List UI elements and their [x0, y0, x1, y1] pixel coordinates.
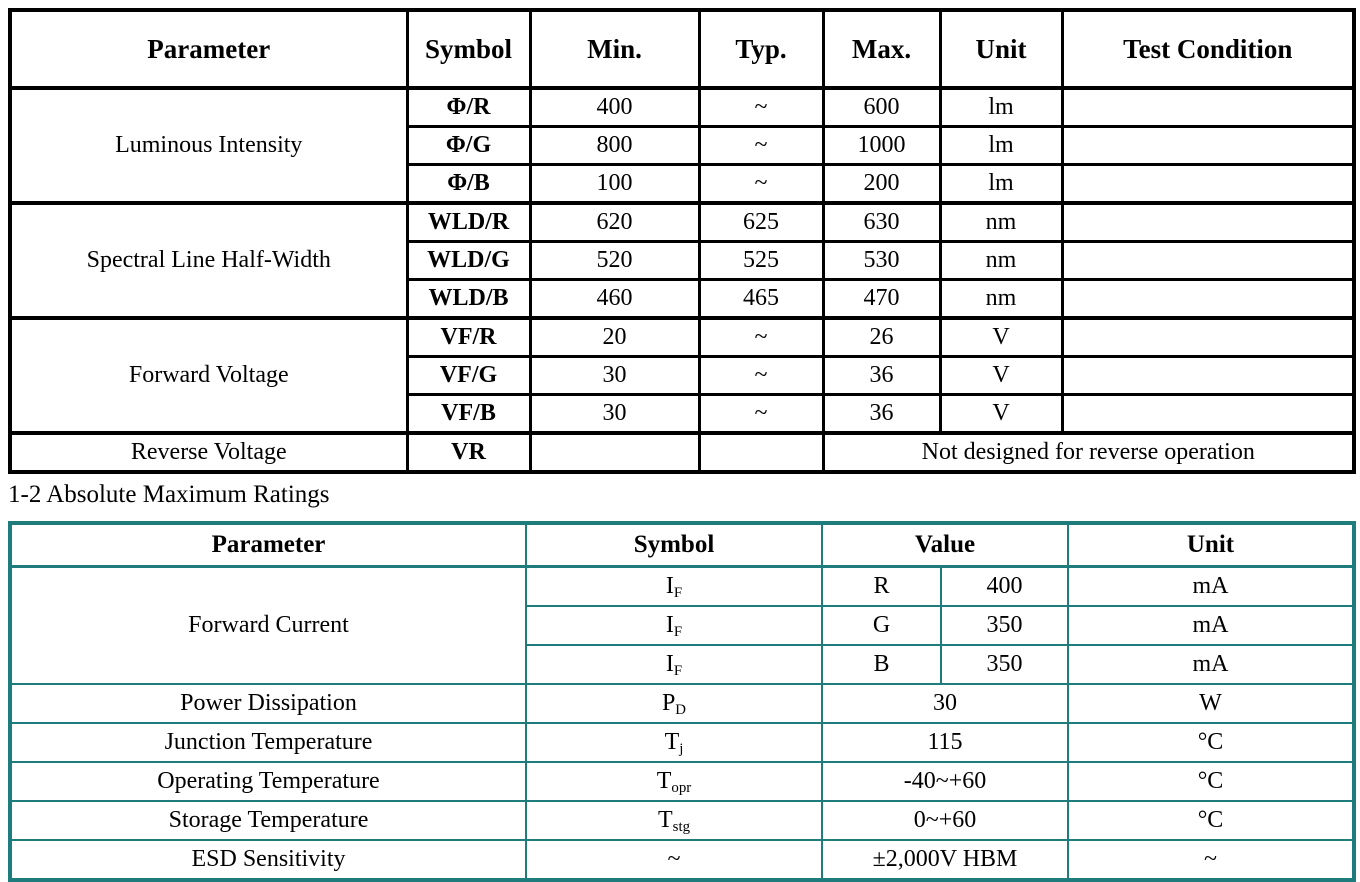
table-row	[10, 433, 1354, 472]
table-row	[10, 318, 1354, 357]
unit-cell: mA	[1068, 566, 1354, 606]
unit-cell: nm	[940, 280, 1062, 319]
unit-cell: °C	[1068, 762, 1354, 801]
typ-cell: 625	[699, 203, 823, 242]
unit-cell: mA	[1068, 645, 1354, 684]
table-row	[10, 203, 1354, 242]
value-cell: 350	[941, 645, 1068, 684]
col-header-parameter: Parameter	[10, 10, 407, 88]
test-condition-cell	[1062, 127, 1354, 165]
absolute-maximum-ratings-table	[8, 521, 1356, 882]
col-header-parameter: Parameter	[10, 523, 526, 567]
typ-cell: ~	[699, 318, 823, 357]
unit-cell: lm	[940, 88, 1062, 127]
channel-cell: G	[822, 606, 941, 645]
table-row	[10, 566, 1354, 606]
table-row	[10, 88, 1354, 127]
parameter-cell: ESD Sensitivity	[10, 840, 526, 880]
max-cell: 600	[823, 88, 940, 127]
unit-cell: V	[940, 357, 1062, 395]
col-header-symbol: Symbol	[407, 10, 530, 88]
max-cell: 470	[823, 280, 940, 319]
value-cell: 350	[941, 606, 1068, 645]
max-cell: 36	[823, 357, 940, 395]
symbol-cell: VF/B	[407, 395, 530, 434]
symbol-cell: WLD/R	[407, 203, 530, 242]
channel-cell: B	[822, 645, 941, 684]
col-header-test-condition: Test Condition	[1062, 10, 1354, 88]
symbol-cell: WLD/G	[407, 242, 530, 280]
symbol-subscript: F	[673, 623, 683, 640]
max-cell: 1000	[823, 127, 940, 165]
col-header-typ: Typ.	[699, 10, 823, 88]
test-condition-cell	[1062, 395, 1354, 434]
unit-cell: ~	[1068, 840, 1354, 880]
channel-cell: R	[822, 566, 941, 606]
min-cell: 30	[530, 357, 699, 395]
symbol-cell: Φ/G	[407, 127, 530, 165]
symbol-subscript: F	[673, 662, 683, 679]
test-condition-cell	[1062, 88, 1354, 127]
col-header-value: Value	[822, 523, 1068, 567]
symbol-cell: VR	[407, 433, 530, 472]
value-cell: 30	[822, 684, 1068, 723]
min-cell: 520	[530, 242, 699, 280]
unit-cell: V	[940, 318, 1062, 357]
symbol-base: P	[661, 689, 676, 716]
col-header-min: Min.	[530, 10, 699, 88]
symbol-subscript: j	[679, 740, 684, 757]
min-cell	[530, 433, 699, 472]
unit-cell: nm	[940, 203, 1062, 242]
symbol-cell	[526, 645, 822, 684]
table-row	[10, 762, 1354, 801]
max-cell: 36	[823, 395, 940, 434]
value-cell: 0~+60	[822, 801, 1068, 840]
table-row	[10, 801, 1354, 840]
unit-cell: W	[1068, 684, 1354, 723]
parameter-cell: Storage Temperature	[10, 801, 526, 840]
unit-cell: lm	[940, 127, 1062, 165]
symbol-cell	[526, 723, 822, 762]
unit-cell: °C	[1068, 723, 1354, 762]
symbol-base: T	[664, 728, 680, 755]
col-header-unit: Unit	[940, 10, 1062, 88]
col-header-unit: Unit	[1068, 523, 1354, 567]
col-header-symbol: Symbol	[526, 523, 822, 567]
table-row	[10, 684, 1354, 723]
symbol-cell	[526, 566, 822, 606]
symbol-cell: Φ/B	[407, 165, 530, 204]
symbol-base: I	[665, 650, 674, 677]
min-cell: 620	[530, 203, 699, 242]
value-cell: ±2,000V HBM	[822, 840, 1068, 880]
value-cell: -40~+60	[822, 762, 1068, 801]
table-row	[10, 723, 1354, 762]
parameter-cell: Power Dissipation	[10, 684, 526, 723]
section-caption: 1-2 Absolute Maximum Ratings	[8, 481, 330, 508]
test-condition-cell	[1062, 203, 1354, 242]
typ-cell	[699, 433, 823, 472]
test-condition-cell	[1062, 165, 1354, 204]
parameter-cell: Luminous Intensity	[10, 88, 407, 203]
parameter-cell: Reverse Voltage	[10, 433, 407, 472]
min-cell: 20	[530, 318, 699, 357]
parameter-cell: Forward Current	[10, 566, 526, 684]
electro-optical-table	[8, 8, 1356, 474]
symbol-base: I	[665, 572, 674, 599]
typ-cell: ~	[699, 127, 823, 165]
typ-cell: 525	[699, 242, 823, 280]
table-row	[10, 840, 1354, 880]
symbol-subscript: stg	[672, 818, 691, 835]
symbol-cell: VF/G	[407, 357, 530, 395]
min-cell: 30	[530, 395, 699, 434]
symbol-cell	[526, 684, 822, 723]
parameter-cell: Junction Temperature	[10, 723, 526, 762]
min-cell: 800	[530, 127, 699, 165]
typ-cell: ~	[699, 357, 823, 395]
max-cell: 530	[823, 242, 940, 280]
header-row	[10, 523, 1354, 567]
parameter-cell: Spectral Line Half-Width	[10, 203, 407, 318]
symbol-base: I	[665, 611, 674, 638]
symbol-base: T	[656, 767, 672, 794]
unit-cell: °C	[1068, 801, 1354, 840]
symbol-cell: VF/R	[407, 318, 530, 357]
test-condition-cell	[1062, 357, 1354, 395]
parameter-cell: Operating Temperature	[10, 762, 526, 801]
symbol-cell	[526, 801, 822, 840]
min-cell: 460	[530, 280, 699, 319]
typ-cell: ~	[699, 165, 823, 204]
value-cell: 400	[941, 566, 1068, 606]
symbol-cell	[526, 840, 822, 880]
max-cell: 200	[823, 165, 940, 204]
min-cell: 100	[530, 165, 699, 204]
symbol-base: ~	[667, 845, 681, 872]
max-cell: 630	[823, 203, 940, 242]
symbol-cell	[526, 606, 822, 645]
unit-cell: nm	[940, 242, 1062, 280]
symbol-base: T	[657, 806, 673, 833]
col-header-max: Max.	[823, 10, 940, 88]
header-row	[10, 10, 1354, 88]
test-condition-cell	[1062, 280, 1354, 319]
typ-cell: ~	[699, 88, 823, 127]
symbol-subscript: D	[675, 701, 687, 718]
value-cell: 115	[822, 723, 1068, 762]
min-cell: 400	[530, 88, 699, 127]
parameter-cell: Forward Voltage	[10, 318, 407, 433]
symbol-cell: Φ/R	[407, 88, 530, 127]
symbol-cell: WLD/B	[407, 280, 530, 319]
unit-cell: V	[940, 395, 1062, 434]
test-condition-cell	[1062, 318, 1354, 357]
typ-cell: ~	[699, 395, 823, 434]
unit-cell: lm	[940, 165, 1062, 204]
unit-cell: mA	[1068, 606, 1354, 645]
symbol-subscript: F	[673, 584, 683, 601]
symbol-subscript: opr	[671, 779, 692, 796]
note-cell: Not designed for reverse operation	[823, 433, 1354, 472]
test-condition-cell	[1062, 242, 1354, 280]
symbol-cell	[526, 762, 822, 801]
max-cell: 26	[823, 318, 940, 357]
typ-cell: 465	[699, 280, 823, 319]
